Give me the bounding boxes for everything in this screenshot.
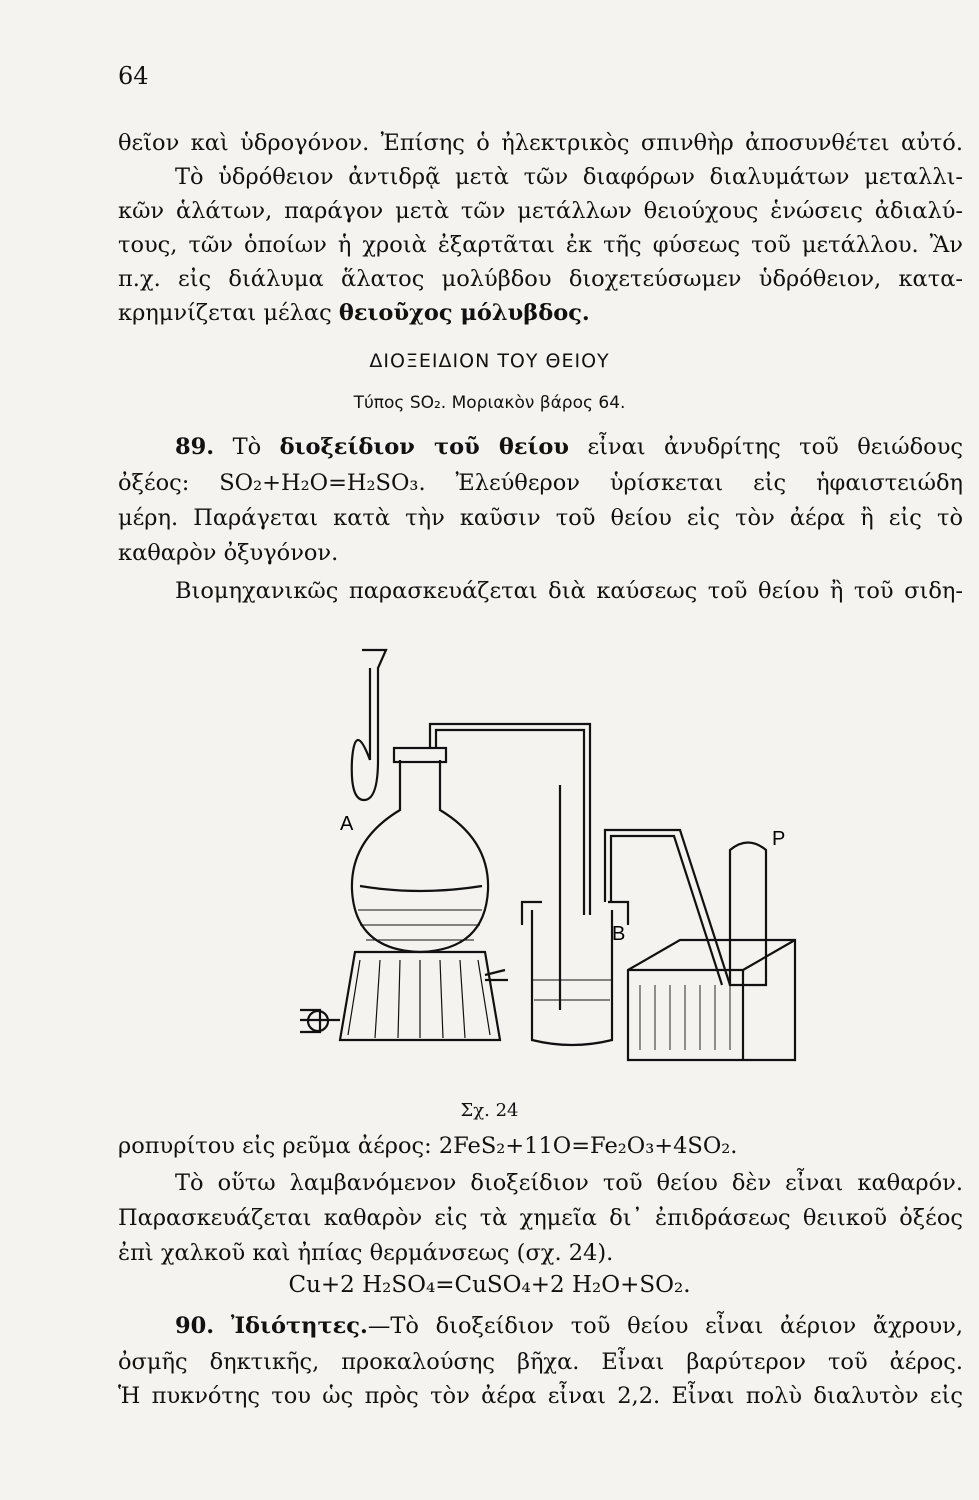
figure-caption: Σχ. 24 <box>460 1100 519 1121</box>
intro-line-1: θεῖον καὶ ὑδρογόνον. Ἐπίσης ὁ ἠλεκτρικὸς σπινθὴρ ἀποσυνθέτει αὐτό. <box>118 130 963 156</box>
intro-line-5: π.χ. εἰς διάλυμα ἅλατος μολύβδου διοχετεύσωμεν ὑδρόθειον, κατα- <box>118 266 963 292</box>
intro-line-6 <box>118 298 963 328</box>
para89-bold-term: διοξείδιον τοῦ θείου <box>279 434 570 460</box>
thistle-funnel <box>362 650 386 760</box>
para89-line-1 <box>175 432 963 462</box>
para89-number: 89. <box>175 434 215 460</box>
safety-bulb <box>352 740 378 800</box>
para90-line-1 <box>175 1311 963 1341</box>
para89-line-2: ὀξέος: SO₂+H₂O=H₂SO₃. Ἐλεύθερον ὑρίσκεται εἰς ἡφαιστειώδη <box>118 470 963 496</box>
copper-equation: Cu+2 H₂SO₄=CuSO₄+2 H₂O+SO₂. <box>288 1272 691 1298</box>
water-trough <box>628 940 795 1060</box>
section-heading: ΔΙΟΞΕΙΔΙΟΝ ΤΟΥ ΘΕΙΟΥ <box>369 350 610 372</box>
intro-line-2: Τὸ ὑδρόθειον ἀντιδρᾷ μετὰ τῶν διαφόρων διαλυμάτων μεταλλι- <box>175 164 963 190</box>
gas-valve <box>300 1010 340 1032</box>
para90-title: Ἰδιότητες. <box>230 1313 368 1339</box>
flask-a <box>352 760 488 952</box>
intro-line-3: κῶν ἁλάτων, παράγον μετὰ τῶν μετάλλων θειούχους ἑνώσεις ἀδιαλύ- <box>118 198 963 224</box>
para89-line-4: καθαρὸν ὀξυγόνον. <box>118 540 339 566</box>
collecting-tube-p <box>730 843 766 986</box>
after-figure-line-1: ροπυρίτου εἰς ρεῦμα ἀέρος: 2FeS₂+11O=Fe₂O₃+4SO₂. <box>118 1133 738 1159</box>
figure-label-p: P <box>772 828 786 850</box>
para89-line1-rest: εἶναι ἀνυδρίτης τοῦ θειώδους <box>587 434 963 460</box>
after-figure-line-3: Παρασκευάζεται καθαρὸν εἰς τὰ χημεῖα δι᾽ ἐπιδράσεως θειικοῦ ὀξέος <box>118 1205 963 1231</box>
para89-industrial-line: Βιομηχανικῶς παρασκευάζεται διὰ καύσεως τοῦ θείου ἢ τοῦ σιδη- <box>175 578 963 604</box>
after-figure-line-4: ἐπὶ χαλκοῦ καὶ ἠπίας θερμάνσεως (σχ. 24). <box>118 1240 614 1266</box>
para90-line-3: Ἡ πυκνότης του ὡς πρὸς τὸν ἀέρα εἶναι 2,2. Εἶναι πολὺ διαλυτὸν εἰς <box>118 1383 963 1409</box>
delivery-tube-2 <box>605 830 730 985</box>
page-number: 64 <box>118 62 149 90</box>
intro-line-4: τους, τῶν ὁποίων ἡ χροιὰ ἐξαρτᾶται ἐκ τῆς φύσεως τοῦ μετάλλου. Ἂν <box>118 232 963 258</box>
para89-line-3: μέρη. Παράγεται κατὰ τὴν καῦσιν τοῦ θείου εἰς τὸν ἀέρα ἢ εἰς τὸ <box>118 505 963 531</box>
apparatus-figure <box>260 640 820 1110</box>
intro-last-bold: θειοῦχος μόλυβδος. <box>338 300 590 326</box>
section-subheading: Τύπος SO₂. Μοριακὸν βάρος 64. <box>353 393 626 413</box>
para89-lead: Τὸ <box>232 434 262 460</box>
figure-label-a: A <box>340 813 354 835</box>
para90-number: 90. <box>175 1313 215 1339</box>
wash-bottle-b <box>532 910 612 1045</box>
intro-last-text: κρημνίζεται μέλας <box>118 300 332 326</box>
para90-line-2: ὀσμῆς δηκτικῆς, προκαλούσης βῆχα. Εἶναι βαρύτερον τοῦ ἀέρος. <box>118 1349 963 1375</box>
para90-line1-rest: —Τὸ διοξείδιον τοῦ θείου εἶναι ἀέριον ἄχρουν, <box>367 1313 964 1339</box>
after-figure-line-2: Τὸ οὕτω λαμβανόμενον διοξείδιον τοῦ θείου δὲν εἶναι καθαρόν. <box>175 1170 963 1196</box>
figure-label-b: B <box>612 923 626 945</box>
